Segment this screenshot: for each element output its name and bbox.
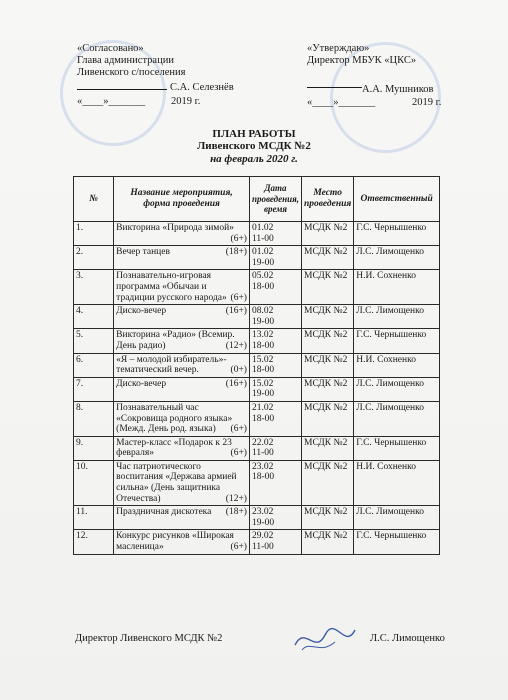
table-row xyxy=(74,530,440,554)
row-date-day: 22.02 xyxy=(251,437,274,448)
header-event: Название мероприятия, форма проведения xyxy=(114,177,250,222)
row-number-text: 9. xyxy=(76,437,84,448)
row-event-name: Мастер-класс «Подарок к 23 февраля» xyxy=(116,437,232,459)
row-number xyxy=(74,377,114,401)
row-event xyxy=(114,353,250,377)
row-responsible-text: Г.С. Чернышенко xyxy=(356,531,427,542)
approval-right-line1: «Утверждаю» xyxy=(307,43,370,54)
row-number xyxy=(74,530,114,554)
plan-period xyxy=(0,153,508,165)
row-number xyxy=(74,460,114,505)
row-date xyxy=(249,329,301,353)
row-responsible-text: Л.С. Лимощенко xyxy=(356,306,424,317)
row-date-time: 19-00 xyxy=(251,316,275,327)
row-date-day: 23.02 xyxy=(251,507,274,518)
plan-period-text: на февраль 2020 г. xyxy=(210,153,298,165)
row-number-text: 2. xyxy=(76,247,84,258)
row-place-text: МСДК №2 xyxy=(304,461,348,472)
row-age-rating: (6+) xyxy=(230,424,247,435)
row-responsible-text: Н.И. Сохненко xyxy=(356,271,416,282)
row-date xyxy=(249,436,301,460)
table-row xyxy=(74,401,440,436)
header-place: Место проведения xyxy=(302,177,354,222)
row-number xyxy=(74,436,114,460)
row-responsible-text: Г.С. Чернышенко xyxy=(356,223,427,233)
row-event-name: Викторина «Природа зимой» xyxy=(116,223,234,233)
row-date xyxy=(249,460,301,505)
row-age-rating: (16+) xyxy=(225,378,247,389)
row-number xyxy=(74,270,114,305)
approval-right-underline xyxy=(307,78,362,88)
row-date xyxy=(249,270,301,305)
table-row xyxy=(74,222,440,246)
table-row xyxy=(74,305,440,329)
approval-right-year: 2019 г. xyxy=(412,97,442,108)
row-date-time: 19-00 xyxy=(251,257,275,268)
row-place-text: МСДК №2 xyxy=(304,247,348,258)
row-event xyxy=(114,460,250,505)
row-event xyxy=(114,530,250,554)
row-event xyxy=(114,270,250,305)
table-header-row xyxy=(74,177,440,222)
row-responsible xyxy=(354,530,440,554)
row-event xyxy=(114,305,250,329)
approval-left-year: 2019 г. xyxy=(171,96,201,107)
row-age-rating: (0+) xyxy=(230,365,247,376)
row-number xyxy=(74,506,114,530)
table-row xyxy=(74,353,440,377)
row-date-time: 18-00 xyxy=(251,365,275,376)
row-responsible xyxy=(354,401,440,436)
row-place-text: МСДК №2 xyxy=(304,354,348,365)
row-event xyxy=(114,401,250,436)
row-age-rating: (12+) xyxy=(225,493,247,504)
row-event xyxy=(114,222,250,246)
plan-table xyxy=(73,176,440,555)
row-responsible xyxy=(354,460,440,505)
row-event-name: Познавательно-игровая программа «Обычаи и традиции русского народа» xyxy=(116,271,227,303)
row-place-text: МСДК №2 xyxy=(304,330,348,341)
table-row xyxy=(74,506,440,530)
row-event xyxy=(114,506,250,530)
row-responsible-text: Л.С. Лимощенко xyxy=(356,507,424,518)
row-place-text: МСДК №2 xyxy=(304,378,348,389)
approval-right-date: «____»_______ xyxy=(307,97,376,108)
table-row xyxy=(74,460,440,505)
row-date-time: 18-00 xyxy=(251,340,275,351)
row-event xyxy=(114,436,250,460)
row-place xyxy=(302,436,354,460)
table-row xyxy=(74,436,440,460)
row-responsible xyxy=(354,353,440,377)
row-number-text: 3. xyxy=(76,271,84,282)
row-date-time: 11-00 xyxy=(251,542,274,553)
row-date xyxy=(249,305,301,329)
row-event xyxy=(114,377,250,401)
row-age-rating: (18+) xyxy=(225,247,247,258)
row-event-name: Диско-вечер xyxy=(116,378,167,389)
footer-name: Л.С. Лимощенко xyxy=(370,633,445,644)
row-place-text: МСДК №2 xyxy=(304,437,348,448)
row-age-rating: (16+) xyxy=(225,306,247,317)
row-place xyxy=(302,305,354,329)
row-responsible xyxy=(354,305,440,329)
row-date-day: 23.02 xyxy=(251,461,274,472)
header-number: № xyxy=(74,177,114,222)
row-place xyxy=(302,377,354,401)
approval-left-underline xyxy=(77,80,167,90)
approval-left-date: «____»_______ xyxy=(77,96,146,107)
row-age-rating: (6+) xyxy=(230,233,247,244)
row-date-time: 18-00 xyxy=(251,472,275,483)
row-number xyxy=(74,329,114,353)
director-signature xyxy=(290,620,360,660)
row-number xyxy=(74,246,114,270)
approval-left-name: С.А. Селезнёв xyxy=(170,82,234,93)
row-date-day: 08.02 xyxy=(251,306,274,317)
row-responsible-text: Н.И. Сохненко xyxy=(356,461,416,472)
row-place-text: МСДК №2 xyxy=(304,531,348,542)
header-responsible: Ответственный xyxy=(354,177,440,222)
row-event-name: Час патриотического воспитания «Держава армией сильна» (День защитника Отечества) xyxy=(116,461,237,504)
row-age-rating: (18+) xyxy=(225,507,247,518)
approval-right-line2: Директор МБУК «ЦКС» xyxy=(307,55,417,66)
row-date-time: 11-00 xyxy=(251,233,274,244)
row-date-time: 18-00 xyxy=(251,281,275,292)
plan-subtitle: Ливенского МСДК №2 xyxy=(197,140,311,152)
row-event-name: Диско-вечер xyxy=(116,306,167,317)
row-responsible xyxy=(354,329,440,353)
row-age-rating: (6+) xyxy=(230,292,247,303)
table-row xyxy=(74,270,440,305)
row-place-text: МСДК №2 xyxy=(304,507,348,518)
row-responsible xyxy=(354,377,440,401)
plan-title: ПЛАН РАБОТЫ xyxy=(212,128,296,140)
row-date xyxy=(249,222,301,246)
row-date-time: 11-00 xyxy=(251,448,274,459)
row-responsible xyxy=(354,222,440,246)
footer-position: Директор Ливенского МСДК №2 xyxy=(75,633,223,644)
row-number-text: 1. xyxy=(76,223,84,233)
row-date-day: 29.02 xyxy=(251,531,274,542)
row-date-time: 18-00 xyxy=(251,413,275,424)
table-row xyxy=(74,377,440,401)
row-place xyxy=(302,460,354,505)
row-date-day: 21.02 xyxy=(251,402,274,413)
header-date: Дата проведения, время xyxy=(249,177,301,222)
row-number-text: 7. xyxy=(76,378,84,389)
approval-left-line1: «Согласовано» xyxy=(77,43,144,54)
approval-right-name: А.А. Мушников xyxy=(362,84,434,95)
row-date xyxy=(249,246,301,270)
row-number-text: 8. xyxy=(76,402,84,413)
row-number-text: 5. xyxy=(76,330,84,341)
table-body xyxy=(74,222,440,555)
row-responsible xyxy=(354,506,440,530)
approval-left-line3: Ливенского с/поселения xyxy=(77,67,186,78)
row-place xyxy=(302,329,354,353)
row-number-text: 11. xyxy=(76,507,88,518)
row-event xyxy=(114,246,250,270)
row-responsible-text: Л.С. Лимощенко xyxy=(356,378,424,389)
row-responsible-text: Г.С. Чернышенко xyxy=(356,330,427,341)
row-place xyxy=(302,222,354,246)
row-place-text: МСДК №2 xyxy=(304,271,348,282)
row-date-day: 15.02 xyxy=(251,378,274,389)
row-date xyxy=(249,401,301,436)
row-event-name: Викторина «Радио» (Всемир. День радио) xyxy=(116,330,235,351)
row-event-name: «Я – молодой избиратель»- тематический вечер. xyxy=(116,354,227,376)
row-event xyxy=(114,329,250,353)
row-date xyxy=(249,353,301,377)
row-event-name: Праздничная дискотека xyxy=(116,507,212,518)
row-place xyxy=(302,246,354,270)
row-place xyxy=(302,506,354,530)
row-place xyxy=(302,401,354,436)
row-responsible xyxy=(354,246,440,270)
approval-left-line2: Глава администрации xyxy=(77,55,174,66)
row-date-day: 13.02 xyxy=(251,330,274,341)
table-row xyxy=(74,246,440,270)
row-date-time: 19-00 xyxy=(251,389,275,400)
row-place xyxy=(302,353,354,377)
row-date-day: 01.02 xyxy=(251,223,274,233)
row-place xyxy=(302,270,354,305)
row-event-name: Вечер танцев xyxy=(116,247,170,258)
row-number xyxy=(74,401,114,436)
row-number-text: 4. xyxy=(76,306,84,317)
row-responsible-text: Н.И. Сохненко xyxy=(356,354,416,365)
row-date xyxy=(249,506,301,530)
row-date-day: 01.02 xyxy=(251,247,274,258)
row-place xyxy=(302,530,354,554)
row-place-text: МСДК №2 xyxy=(304,223,348,233)
row-place-text: МСДК №2 xyxy=(304,402,348,413)
row-date xyxy=(249,377,301,401)
row-number-text: 10. xyxy=(76,461,88,472)
row-number xyxy=(74,353,114,377)
row-event-name: Конкурс рисунков «Широкая масленица» xyxy=(116,531,234,553)
row-responsible xyxy=(354,436,440,460)
row-date-time: 19-00 xyxy=(251,517,275,528)
row-responsible-text: Л.С. Лимощенко xyxy=(356,402,424,413)
row-age-rating: (12+) xyxy=(225,340,247,351)
table-row xyxy=(74,329,440,353)
row-number xyxy=(74,305,114,329)
row-date xyxy=(249,530,301,554)
row-number-text: 12. xyxy=(76,531,88,542)
row-place-text: МСДК №2 xyxy=(304,306,348,317)
row-date-day: 15.02 xyxy=(251,354,274,365)
row-responsible-text: Г.С. Чернышенко xyxy=(356,437,427,448)
row-number-text: 6. xyxy=(76,354,84,365)
row-responsible-text: Л.С. Лимощенко xyxy=(356,247,424,258)
row-age-rating: (6+) xyxy=(230,448,247,459)
row-number xyxy=(74,222,114,246)
row-event-name: Познавательный час «Сокровища родного языка» (Межд. День род. языка) xyxy=(116,402,233,435)
row-age-rating: (6+) xyxy=(230,542,247,553)
row-responsible xyxy=(354,270,440,305)
row-date-day: 05.02 xyxy=(251,271,274,282)
